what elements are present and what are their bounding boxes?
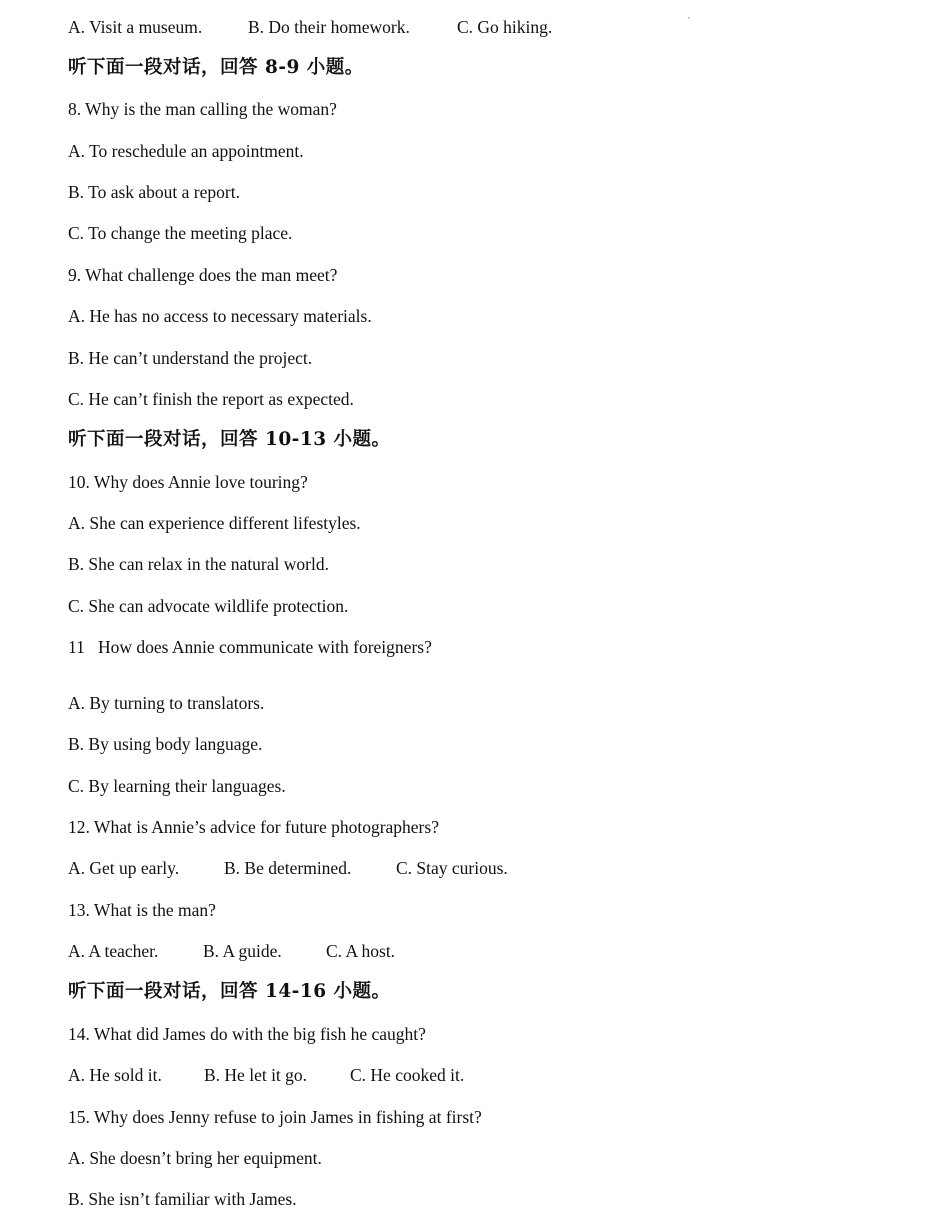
q10-option-c: C. She can advocate wildlife protection. — [68, 596, 349, 616]
q12-option-a: A. Get up early. — [68, 858, 180, 878]
q8-option-c: C. To change the meeting place. — [68, 223, 293, 243]
q15-option-b: B. She isn’t familiar with James. — [68, 1189, 297, 1209]
q7-option-b: B. Do their homework. — [248, 17, 410, 37]
section-heading-14-16: 听下面一段对话，回答 14-16 小题。 — [68, 981, 391, 1002]
q9-question: 9. What challenge does the man meet? — [68, 265, 338, 285]
q14-options-row — [68, 1064, 465, 1086]
q10-option-b: B. She can relax in the natural world. — [68, 554, 329, 574]
q8-option-b: B. To ask about a report. — [68, 182, 240, 202]
q13-question: 13. What is the man? — [68, 900, 216, 920]
q12-question: 12. What is Annie’s advice for future photographers? — [68, 817, 439, 837]
q11-option-c: C. By learning their languages. — [68, 776, 286, 796]
q11-question: 11 How does Annie communicate with foreigners? — [68, 637, 432, 657]
section-heading-8-9: 听下面一段对话，回答 8-9 小题。 — [68, 57, 364, 78]
q11-option-a: A. By turning to translators. — [68, 693, 265, 713]
q7-options-row — [68, 16, 553, 38]
q8-option-a: A. To reschedule an appointment. — [68, 141, 304, 161]
q14-question: 14. What did James do with the big fish he caught? — [68, 1024, 426, 1044]
q14-option-a: A. He sold it. — [68, 1065, 162, 1085]
q10-option-a: A. She can experience different lifestyles. — [68, 513, 361, 533]
q15-question: 15. Why does Jenny refuse to join James in fishing at first? — [68, 1107, 482, 1127]
q13-option-a: A. A teacher. — [68, 941, 159, 961]
q12-options-row — [68, 857, 508, 879]
section-heading-10-13: 听下面一段对话，回答 10-13 小题。 — [68, 429, 391, 450]
q10-question: 10. Why does Annie love touring? — [68, 472, 308, 492]
q13-options-row — [68, 940, 396, 962]
q14-option-b: B. He let it go. — [204, 1065, 308, 1085]
q7-option-c: C. Go hiking. — [457, 17, 553, 37]
q7-option-a: A. Visit a museum. — [68, 17, 203, 37]
q8-question: 8. Why is the man calling the woman? — [68, 99, 337, 119]
q9-option-c: C. He can’t finish the report as expected. — [68, 389, 354, 409]
q9-option-a: A. He has no access to necessary materials. — [68, 306, 372, 326]
q11-option-b: B. By using body language. — [68, 734, 263, 754]
q12-option-c: C. Stay curious. — [396, 858, 508, 878]
q9-option-b: B. He can’t understand the project. — [68, 348, 313, 368]
q13-option-c: C. A host. — [326, 941, 396, 961]
scan-speck — [688, 17, 690, 19]
q15-option-a: A. She doesn’t bring her equipment. — [68, 1148, 322, 1168]
q12-option-b: B. Be determined. — [224, 858, 352, 878]
q13-option-b: B. A guide. — [203, 941, 282, 961]
q14-option-c: C. He cooked it. — [350, 1065, 465, 1085]
